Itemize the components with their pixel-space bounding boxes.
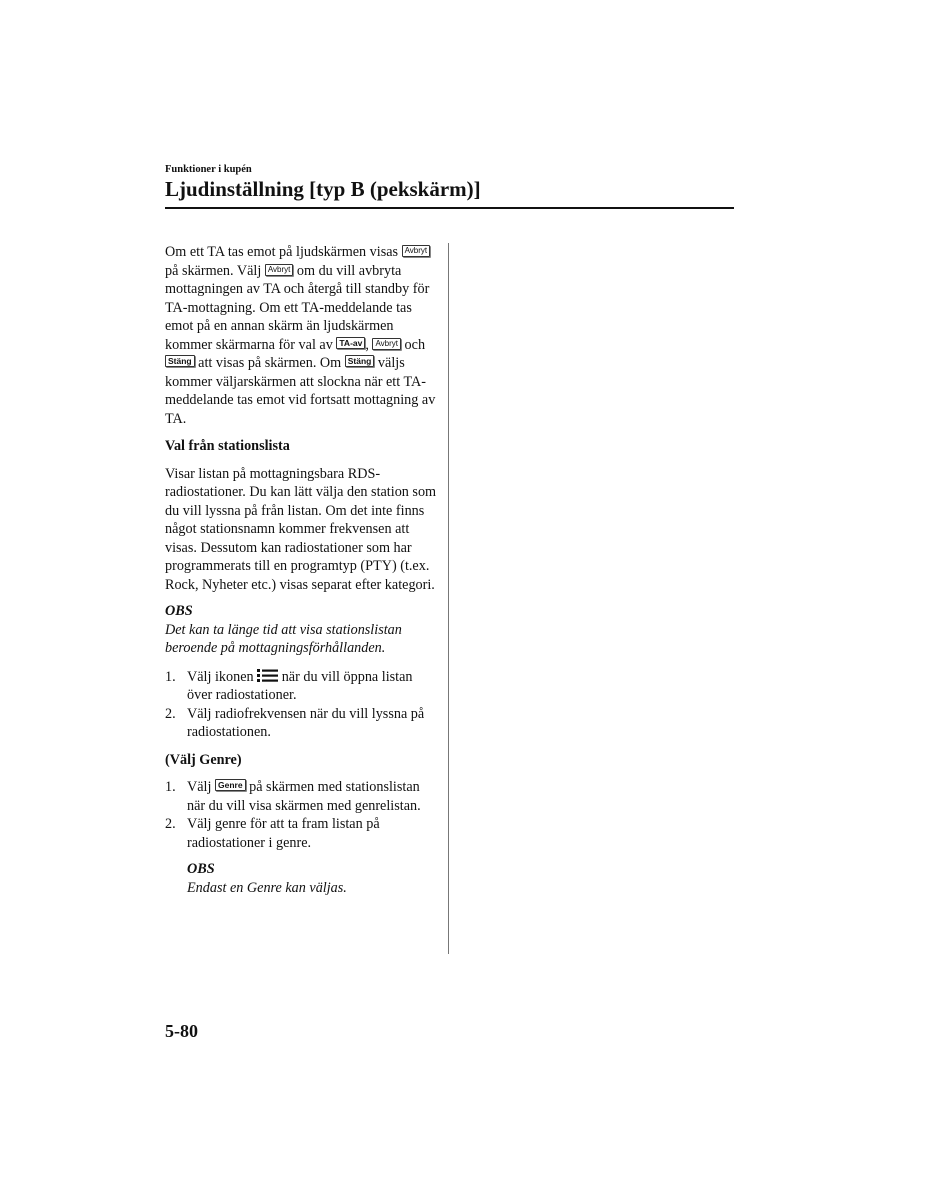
list-item (165, 668, 437, 705)
obs-text: Endast en Genre kan väljas. (187, 879, 347, 896)
intro-text: att visas på skärmen. Om (194, 355, 345, 371)
intro-text: om du vill avbryta mottagningen av TA och återgå till standby för TA-mottagning. Om ett TA-meddelande tas emot på en annan skärm än ljudskärmen kommer skärmarna för val av (165, 262, 430, 353)
step-text: Välj radiofrekvensen när du vill lyssna på radiostationen. (187, 705, 425, 740)
step-number: 1. (165, 779, 176, 795)
station-list-heading: Val från stationslista (165, 438, 290, 454)
obs-label: OBS (187, 861, 215, 877)
step-number: 2. (165, 816, 176, 832)
stang-button: Stäng (345, 355, 375, 367)
step-number: 1. (165, 668, 176, 685)
stang-button: Stäng (165, 355, 195, 367)
step-text: Välj (187, 779, 215, 795)
station-list-body: Visar listan på mottagningsbara RDS-radiostationer. Du kan lätt välja den station som du vill lyssna på från listan. Om det inte finns något stationsnamn kommer frekvensen att visas. Dessutom kan radiostationer som har programmerats till en programtyp (PTY) (t.ex. Rock, Nyheter etc.) visas separat efter kategori. (165, 465, 437, 593)
step-text: Välj ikonen (187, 668, 258, 685)
intro-text: väljs kommer väljarskärmen att slockna när ett TA-meddelande tas emot vid fortsatt mottagning av TA. (165, 355, 436, 427)
ta-av-button: TA-av (336, 337, 365, 349)
intro-text: och (401, 336, 426, 353)
intro-paragraph (165, 243, 437, 428)
page-number: 5-80 (165, 1021, 198, 1041)
list-item (165, 815, 437, 852)
title-rule (165, 207, 734, 209)
genre-button: Genre (215, 779, 246, 791)
step-text: Välj genre för att ta fram listan på radiostationer i genre. (187, 816, 380, 851)
step-number: 2. (165, 705, 176, 722)
section-header: Funktioner i kupén (165, 164, 252, 175)
avbryt-button: Avbryt (372, 338, 401, 350)
genre-heading: (Välj Genre) (165, 751, 242, 768)
left-column (165, 243, 437, 897)
step-text: på skärmen med stationslistan när du vill visa skärmen med genrelistan. (187, 779, 421, 814)
station-list-steps (165, 668, 437, 742)
column-divider (448, 243, 449, 954)
intro-text: på skärmen. Välj (165, 262, 265, 279)
genre-steps (165, 778, 437, 852)
avbryt-button: Avbryt (265, 264, 294, 276)
intro-text: Om ett TA tas emot på ljudskärmen visas (165, 244, 399, 260)
obs-text: Det kan ta länge tid att visa stationslistan beroende på mottagningsförhållanden. (165, 621, 402, 656)
intro-text: , (365, 336, 373, 353)
avbryt-button: Avbryt (402, 245, 431, 257)
obs-label: OBS (165, 603, 193, 619)
step-text: när du vill öppna listan över radiostationer. (187, 668, 413, 703)
list-item (165, 778, 437, 815)
list-item (165, 705, 437, 742)
page-title: Ljudinställning [typ B (pekskärm)] (165, 177, 481, 201)
list-icon (257, 669, 278, 682)
